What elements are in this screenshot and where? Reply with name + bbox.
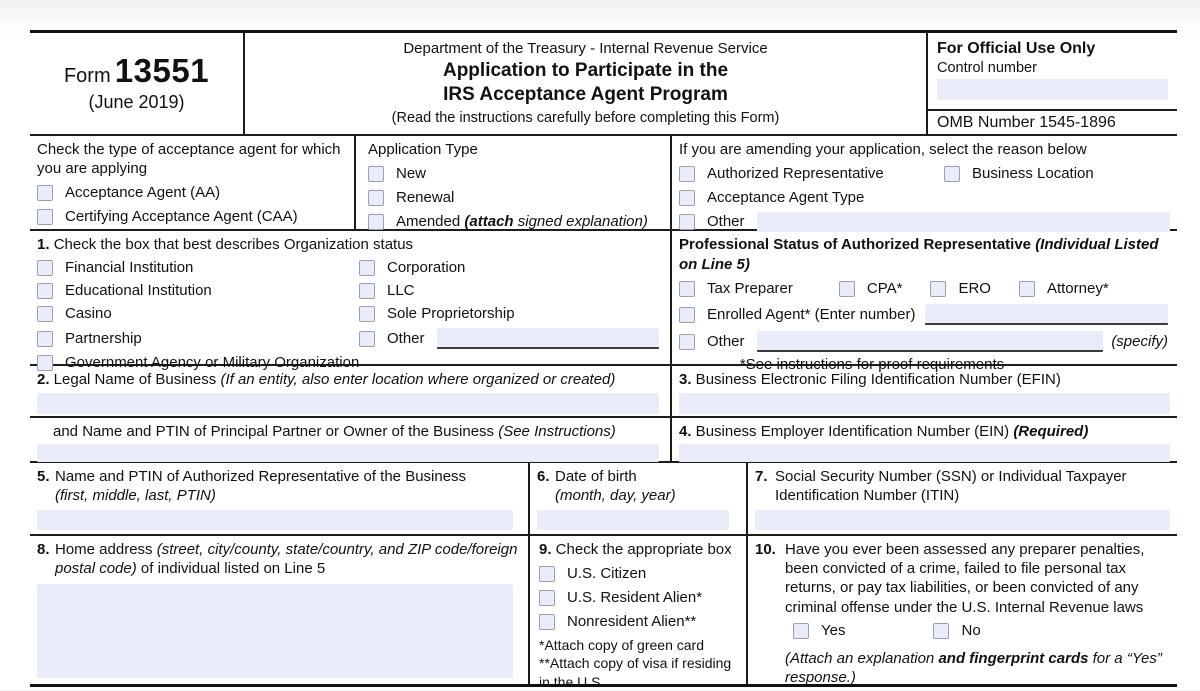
- attorney-label: Attorney*: [1046, 280, 1109, 297]
- sole-proprietorship-label: Sole Proprietorship: [387, 305, 515, 323]
- s1-grid-row-3: [37, 300, 663, 323]
- date-of-birth-input[interactable]: [537, 510, 729, 530]
- corporation-label: Corporation: [387, 259, 466, 277]
- enrolled-agent-checkbox[interactable]: [679, 307, 695, 323]
- cpa-label: CPA*: [866, 280, 903, 297]
- aa-checkbox[interactable]: [37, 185, 53, 201]
- prof-other-checkbox[interactable]: [679, 334, 695, 350]
- checkbox-row-business-location: [944, 165, 1094, 183]
- home-address-input[interactable]: [37, 584, 513, 678]
- llc-checkbox[interactable]: [359, 283, 375, 299]
- no-checkbox[interactable]: [933, 623, 949, 639]
- partnership-checkbox[interactable]: [37, 331, 53, 347]
- section-6: [530, 463, 748, 534]
- corporation-checkbox[interactable]: [359, 260, 375, 276]
- checkbox-row-attorney: [1019, 280, 1109, 298]
- prof-other-label: Other: [707, 332, 745, 350]
- enrolled-agent-label: Enrolled Agent* (Enter number): [707, 305, 916, 323]
- agent-type-section: [30, 136, 356, 229]
- us-resident-alien-checkbox[interactable]: [539, 590, 555, 606]
- checkbox-row-financial-institution: [37, 259, 359, 277]
- business-location-checkbox[interactable]: [944, 166, 960, 182]
- type-row: [30, 136, 1177, 231]
- header-row: [30, 33, 1177, 136]
- checkbox-row-authorized-representative: [679, 165, 944, 183]
- business-location-label: Business Location: [972, 165, 1094, 183]
- section-6-label: 6. Date of birth (month, day, year): [537, 468, 676, 505]
- s1-grid-row-2: [37, 277, 663, 300]
- principal-partner-input[interactable]: [37, 444, 659, 462]
- amended-checkbox[interactable]: [368, 214, 384, 230]
- section-2-label: 2. Legal Name of Business (If an entity, also enter location where organized or created): [37, 371, 616, 388]
- agent-type-label: Check the type of acceptance agent for which you are applying: [37, 141, 341, 178]
- form-number: 13551: [114, 52, 210, 89]
- new-checkbox[interactable]: [368, 166, 384, 182]
- amending-other-checkbox[interactable]: [679, 214, 695, 230]
- control-number-input[interactable]: [937, 79, 1168, 100]
- llc-label: LLC: [387, 282, 415, 300]
- green-card-note: *Attach copy of green card: [539, 637, 704, 654]
- section-1-label: 1. Check the box that best describes Organization status: [37, 236, 414, 253]
- section-1: [30, 231, 672, 372]
- form-number-line: [64, 54, 209, 87]
- checkbox-row-amending-other: [679, 212, 1170, 232]
- application-type-section: [356, 136, 672, 229]
- prof-other-input[interactable]: [757, 331, 1104, 352]
- form-title-line1: Application to Participate in the: [442, 59, 729, 81]
- section-8-label: 8. Home address (street, city/county, state/country, and ZIP code/foreign postal code) of individual listed on Line 5: [37, 541, 518, 578]
- attorney-checkbox[interactable]: [1019, 281, 1035, 297]
- representative-name-input[interactable]: [37, 510, 513, 530]
- casino-checkbox[interactable]: [37, 306, 53, 322]
- checkbox-row-llc: [359, 282, 415, 300]
- form-revision: (June 2019): [88, 92, 185, 112]
- checkbox-row-amended: [368, 213, 663, 231]
- ein-input[interactable]: [679, 444, 1170, 462]
- checkbox-row-casino: [37, 305, 359, 323]
- section-10: [748, 536, 1177, 687]
- casino-label: Casino: [65, 305, 112, 323]
- fingerprint-note: (Attach an explanation and fingerprint cards for a “Yes” response.): [785, 649, 1162, 687]
- department-line: Department of the Treasury - Internal Revenue Service: [403, 39, 768, 57]
- yes-no-row: [793, 617, 1170, 640]
- aa-label: Acceptance Agent (AA): [65, 184, 221, 202]
- section-9: [530, 536, 748, 690]
- official-use-label: For Official Use Only: [937, 40, 1096, 57]
- yes-checkbox[interactable]: [793, 623, 809, 639]
- org-status-row: [30, 231, 1177, 373]
- legal-name-row: [30, 366, 1177, 418]
- professional-status-section: [672, 231, 1177, 373]
- form-title-line2: IRS Acceptance Agent Program: [443, 84, 728, 106]
- amending-other-label: Other: [707, 213, 745, 231]
- checkbox-row-ero: [930, 280, 991, 298]
- ssn-itin-input[interactable]: [755, 510, 1170, 530]
- educational-institution-label: Educational Institution: [65, 282, 212, 300]
- checkbox-row-aa: [37, 184, 347, 202]
- ero-label: ERO: [958, 280, 991, 297]
- nonresident-alien-checkbox[interactable]: [539, 614, 555, 630]
- us-citizen-label: U.S. Citizen: [567, 565, 647, 583]
- section-2: [30, 366, 672, 416]
- amending-row-1: [679, 159, 1170, 183]
- tax-preparer-checkbox[interactable]: [679, 281, 695, 297]
- org-other-label: Other: [387, 329, 425, 347]
- amending-other-input[interactable]: [757, 212, 1170, 232]
- section-8: [30, 536, 530, 684]
- omb-number: OMB Number 1545-1896: [928, 109, 1177, 134]
- checkbox-row-tax-preparer: [679, 280, 793, 298]
- checkbox-row-no: [933, 622, 980, 640]
- ero-checkbox[interactable]: [930, 281, 946, 297]
- checkbox-row-caa: [37, 208, 347, 226]
- official-use-block: [928, 33, 1177, 134]
- tax-preparer-label: Tax Preparer: [707, 280, 793, 297]
- checkbox-row-cpa: [839, 280, 903, 298]
- form-word: Form: [63, 65, 111, 87]
- amending-label: If you are amending your application, select the reason below: [679, 141, 1087, 158]
- authorized-representative-label: Authorized Representative: [707, 165, 884, 183]
- representative-row: [30, 463, 1177, 536]
- enrolled-agent-number-input[interactable]: [925, 304, 1168, 325]
- visa-note: **Attach copy of visa if residing in the U.S.: [539, 655, 732, 690]
- no-label: No: [961, 621, 981, 639]
- checkbox-row-us-resident-alien: [539, 589, 739, 607]
- prof-row-1: [679, 274, 1170, 298]
- section-4-label: 4. Business Employer Identification Number (EIN) (Required): [679, 423, 1089, 440]
- us-citizen-checkbox[interactable]: [539, 566, 555, 582]
- checkbox-row-org-other: [359, 328, 663, 349]
- professional-status-title: Professional Status of Authorized Representative (Individual Listed on Line 5): [679, 236, 1159, 273]
- financial-institution-label: Financial Institution: [65, 259, 194, 277]
- form-13551: [30, 30, 1177, 690]
- checkbox-row-nonresident-alien: [539, 613, 739, 631]
- checkbox-row-new: [368, 165, 663, 183]
- section-2b-label: and Name and PTIN of Principal Partner or Owner of the Business (See Instructions): [53, 423, 616, 440]
- caa-label: Certifying Acceptance Agent (CAA): [65, 208, 298, 226]
- home-address-row: [30, 536, 1177, 690]
- checkbox-row-partnership: [37, 328, 359, 349]
- authorized-representative-checkbox[interactable]: [679, 166, 695, 182]
- government-agency-label: Government Agency or Military Organization: [65, 354, 360, 372]
- section-3-label: 3. Business Electronic Filing Identification Number (EFIN): [679, 371, 1061, 388]
- section-9-label: 9. Check the appropriate box: [539, 541, 732, 558]
- form-number-block: [30, 33, 245, 134]
- section-2b: [30, 418, 672, 461]
- checkbox-row-renewal: [368, 189, 663, 207]
- section-10-label: 10. Have you ever been assessed any preparer penalties, been convicted of a crime, failed to file personal tax returns, or pay tax liabilities, or been convicted of any criminal offense under the U.S. Internal Revenue laws: [755, 541, 1145, 616]
- section-7: [748, 463, 1177, 534]
- caa-checkbox[interactable]: [37, 209, 53, 225]
- control-number-label: Control number: [937, 60, 1037, 76]
- checkbox-row-enrolled-agent: [679, 304, 1170, 325]
- partnership-label: Partnership: [65, 329, 142, 347]
- legal-name-input[interactable]: [37, 393, 659, 414]
- financial-institution-checkbox[interactable]: [37, 260, 53, 276]
- sole-proprietorship-checkbox[interactable]: [359, 306, 375, 322]
- checkbox-row-yes: [793, 622, 845, 640]
- specify-label: (specify): [1111, 333, 1168, 350]
- checkbox-row-us-citizen: [539, 565, 739, 583]
- renewal-checkbox[interactable]: [368, 190, 384, 206]
- acceptance-agent-type-checkbox[interactable]: [679, 190, 695, 206]
- renewal-label: Renewal: [396, 189, 455, 207]
- cpa-checkbox[interactable]: [839, 281, 855, 297]
- section-7-label: 7. Social Security Number (SSN) or Individual Taxpayer Identification Number (ITIN): [755, 468, 1127, 505]
- org-other-checkbox[interactable]: [359, 331, 375, 347]
- org-other-input[interactable]: [437, 328, 659, 349]
- us-resident-alien-label: U.S. Resident Alien*: [567, 589, 703, 607]
- form-title-block: [245, 33, 928, 134]
- new-label: New: [396, 165, 427, 183]
- form-subtitle: (Read the instructions carefully before completing this Form): [391, 110, 780, 127]
- section-4: [672, 418, 1177, 461]
- application-type-label: Application Type: [368, 141, 478, 158]
- amending-section: [672, 136, 1177, 229]
- section-5: [30, 463, 530, 534]
- checkbox-row-prof-other: [679, 331, 1170, 352]
- nonresident-alien-label: Nonresident Alien**: [567, 613, 697, 631]
- acceptance-agent-type-label: Acceptance Agent Type: [707, 189, 865, 207]
- efin-input[interactable]: [679, 393, 1170, 414]
- checkbox-row-sole-proprietorship: [359, 305, 515, 323]
- proof-requirements-note: *See instructions for proof requirements: [739, 356, 1005, 373]
- checkbox-row-educational-institution: [37, 282, 359, 300]
- checkbox-row-acceptance-agent-type: [679, 189, 1170, 207]
- principal-partner-row: [30, 418, 1177, 463]
- s1-grid-row-4: [37, 323, 663, 349]
- educational-institution-checkbox[interactable]: [37, 283, 53, 299]
- yes-label: Yes: [821, 621, 846, 639]
- amended-label: Amended (attach signed explanation): [396, 213, 648, 231]
- section-5-label: 5. Name and PTIN of Authorized Representative of the Business (first, middle, last, PTIN): [37, 468, 467, 505]
- checkbox-row-corporation: [359, 259, 465, 277]
- section-3: [672, 366, 1177, 416]
- s1-grid-row-1: [37, 254, 663, 277]
